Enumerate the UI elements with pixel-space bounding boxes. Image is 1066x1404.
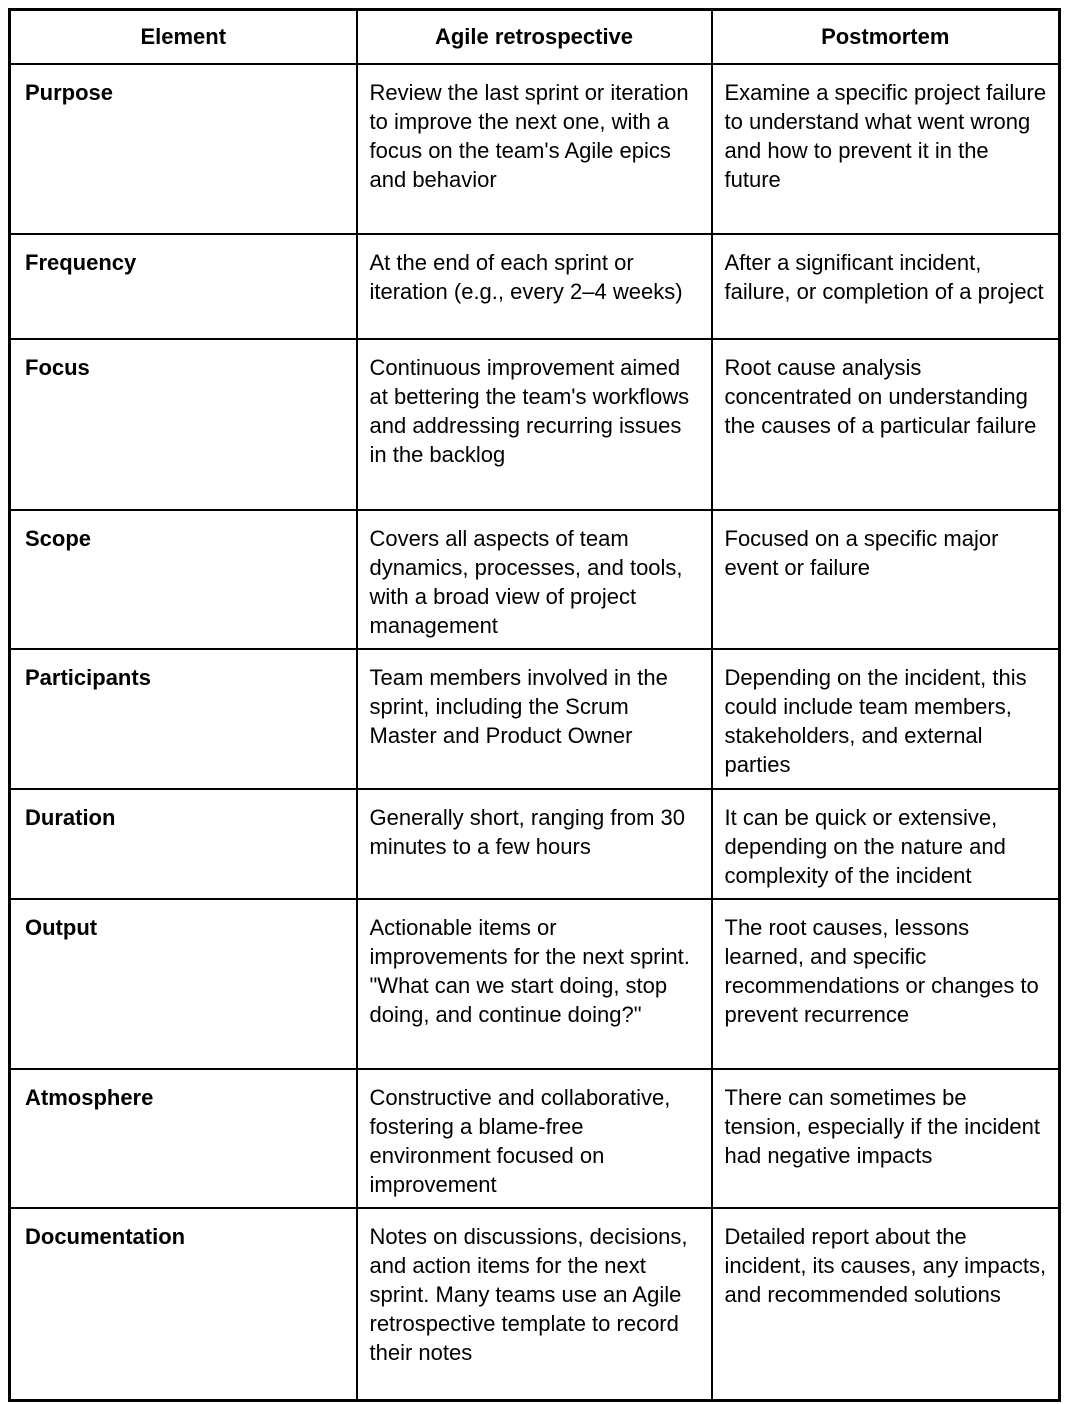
table-row-atmosphere xyxy=(10,1069,1060,1208)
postmortem-cell: Examine a specific project failure to understand what went wrong and how to prevent it in the future xyxy=(712,64,1060,234)
postmortem-cell: The root causes, lessons learned, and specific recommendations or changes to prevent recurrence xyxy=(712,899,1060,1069)
row-label: Documentation xyxy=(10,1208,357,1401)
row-label: Participants xyxy=(10,649,357,789)
postmortem-cell: After a significant incident, failure, or completion of a project xyxy=(712,234,1060,339)
postmortem-cell: Root cause analysis concentrated on understanding the causes of a particular failure xyxy=(712,339,1060,510)
table-row-frequency xyxy=(10,234,1060,339)
row-label: Atmosphere xyxy=(10,1069,357,1208)
table-row-output xyxy=(10,899,1060,1069)
row-label: Purpose xyxy=(10,64,357,234)
table-row-scope xyxy=(10,510,1060,649)
postmortem-cell: It can be quick or extensive, depending on the nature and complexity of the incident xyxy=(712,789,1060,899)
header-row xyxy=(10,10,1060,64)
table-row-focus xyxy=(10,339,1060,510)
agile-cell: Review the last sprint or iteration to improve the next one, with a focus on the team's Agile epics and behavior xyxy=(357,64,712,234)
postmortem-cell: There can sometimes be tension, especially if the incident had negative impacts xyxy=(712,1069,1060,1208)
postmortem-cell: Focused on a specific major event or failure xyxy=(712,510,1060,649)
agile-cell: Actionable items or improvements for the next sprint. "What can we start doing, stop doing, and continue doing?" xyxy=(357,899,712,1069)
table-row-documentation xyxy=(10,1208,1060,1401)
table-row-participants xyxy=(10,649,1060,789)
agile-cell: Team members involved in the sprint, including the Scrum Master and Product Owner xyxy=(357,649,712,789)
agile-cell: Constructive and collaborative, fostering a blame-free environment focused on improvement xyxy=(357,1069,712,1208)
row-label: Frequency xyxy=(10,234,357,339)
postmortem-cell: Depending on the incident, this could include team members, stakeholders, and external parties xyxy=(712,649,1060,789)
agile-cell: Notes on discussions, decisions, and action items for the next sprint. Many teams use an Agile retrospective template to record their notes xyxy=(357,1208,712,1401)
agile-cell: At the end of each sprint or iteration (e.g., every 2–4 weeks) xyxy=(357,234,712,339)
row-label: Output xyxy=(10,899,357,1069)
agile-cell: Generally short, ranging from 30 minutes to a few hours xyxy=(357,789,712,899)
column-header-element: Element xyxy=(10,10,357,64)
column-header-agile-retrospective: Agile retrospective xyxy=(357,10,712,64)
row-label: Duration xyxy=(10,789,357,899)
agile-cell: Continuous improvement aimed at bettering the team's workflows and addressing recurring issues in the backlog xyxy=(357,339,712,510)
postmortem-cell: Detailed report about the incident, its causes, any impacts, and recommended solutions xyxy=(712,1208,1060,1401)
row-label: Scope xyxy=(10,510,357,649)
table-row-duration xyxy=(10,789,1060,899)
comparison-table xyxy=(8,8,1061,1402)
table-row-purpose xyxy=(10,64,1060,234)
column-header-postmortem: Postmortem xyxy=(712,10,1060,64)
agile-cell: Covers all aspects of team dynamics, processes, and tools, with a broad view of project management xyxy=(357,510,712,649)
row-label: Focus xyxy=(10,339,357,510)
